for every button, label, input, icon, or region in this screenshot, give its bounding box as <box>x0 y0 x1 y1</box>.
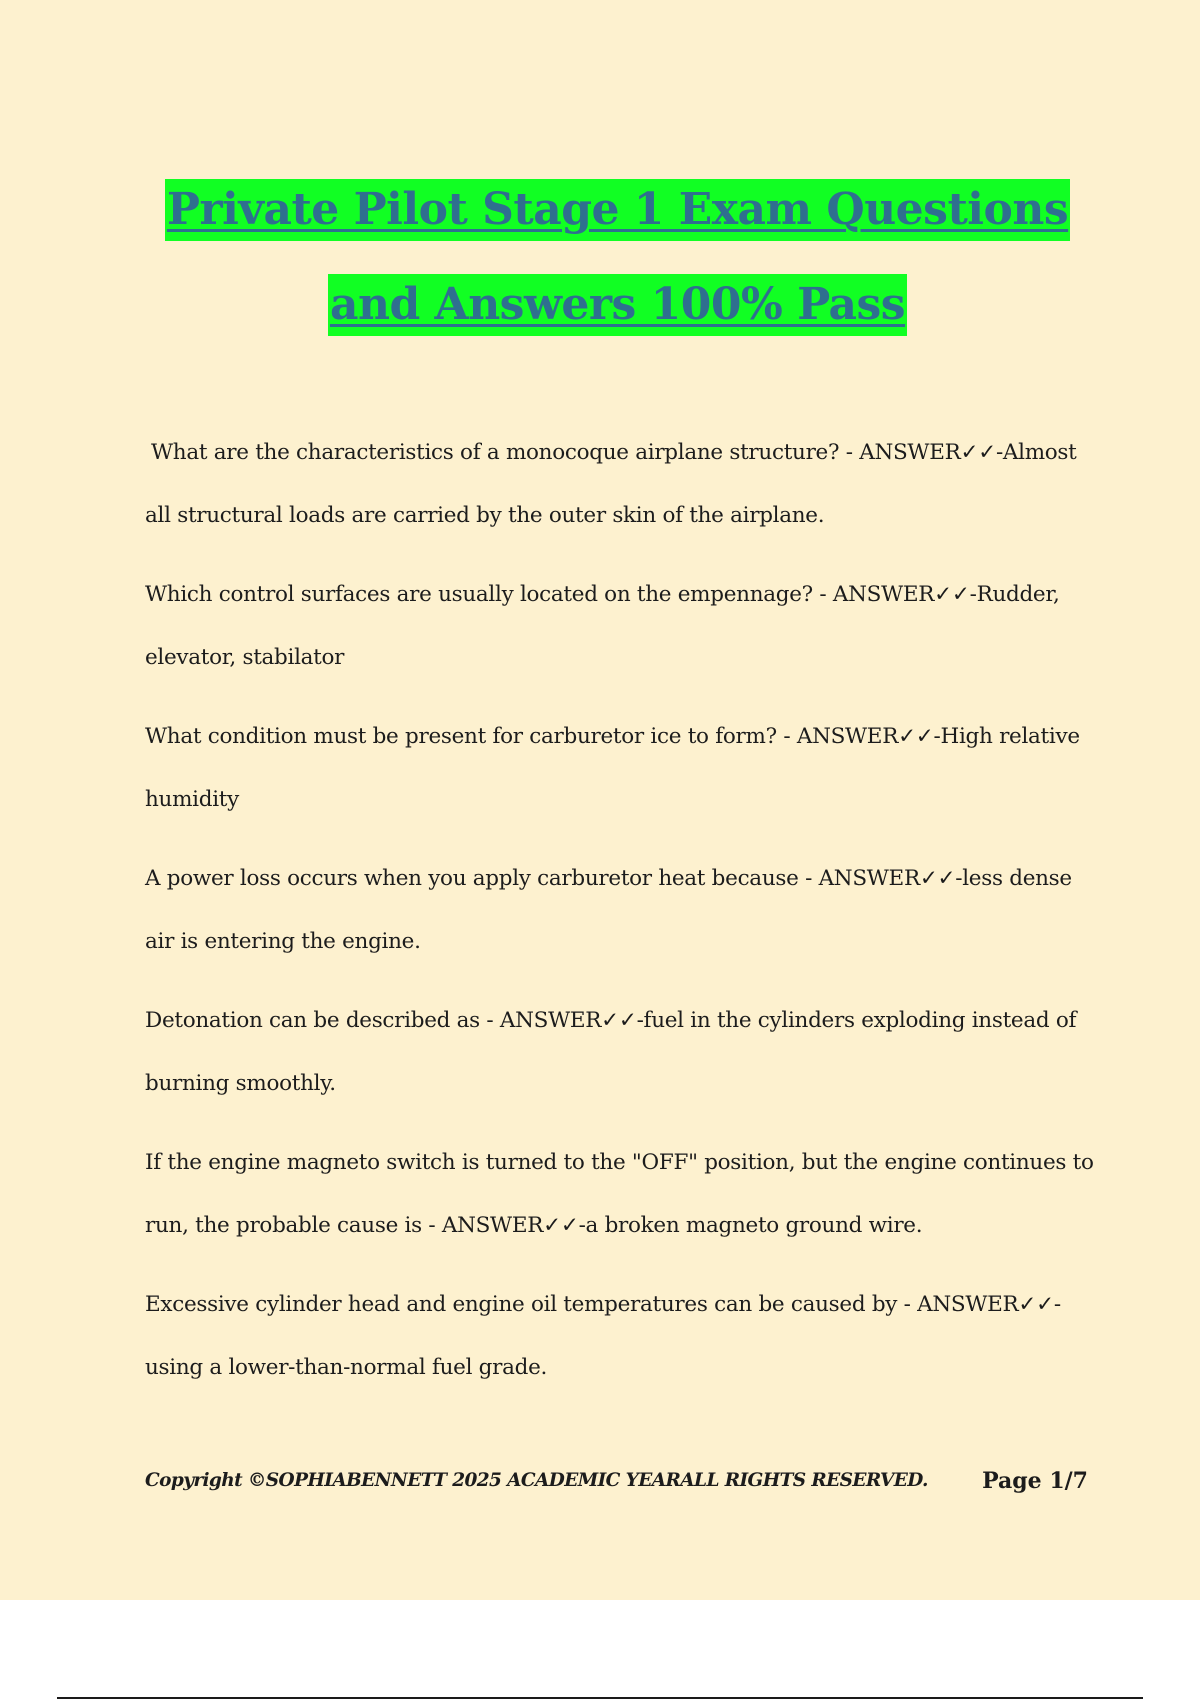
bottom-divider <box>57 1697 1143 1699</box>
answer-marker: ANSWER✓✓ <box>818 866 956 891</box>
answer-text: -fuel in the cylinders exploding instead of burning smoothly. <box>145 1008 1077 1096</box>
answer-text: -Almost all structural loads are carried by the outer skin of the airplane. <box>145 440 1077 528</box>
answer-text: -less dense air is entering the engine. <box>145 866 1072 954</box>
question-text: Which control surfaces are usually located on the empennage? - <box>145 582 833 607</box>
qa-item <box>145 1273 1095 1399</box>
qa-item <box>145 421 1095 547</box>
qa-item <box>145 989 1095 1115</box>
page-title <box>0 162 1200 352</box>
answer-marker: ANSWER✓✓ <box>917 1292 1054 1317</box>
question-text: A power loss occurs when you apply carburetor heat because - <box>145 866 819 891</box>
footer-copyright: Copyright ©SOPHIABENNETT 2025 ACADEMIC YEARALL RIGHTS RESERVED. <box>145 1470 928 1491</box>
answer-marker: ANSWER✓✓ <box>441 1213 579 1238</box>
answer-text: -High relative humidity <box>145 724 1080 812</box>
question-text: What condition must be present for carburetor ice to form? - <box>145 724 797 749</box>
question-text: Excessive cylinder head and engine oil temperatures can be caused by - <box>145 1292 918 1317</box>
answer-marker: ANSWER✓✓ <box>796 724 934 749</box>
answer-text: -using a lower-than-normal fuel grade. <box>145 1292 1061 1380</box>
qa-item <box>145 705 1095 831</box>
question-text: If the engine magneto switch is turned to the "OFF" position, but the engine continues to run, the probable cause is - <box>145 1150 1094 1238</box>
question-text: Detonation can be described as - <box>145 1008 500 1033</box>
page-number: Page 1/7 <box>982 1468 1088 1494</box>
qa-item <box>145 1131 1095 1257</box>
answer-text: -Rudder, elevator, stabilator <box>145 582 1060 670</box>
question-text: What are the characteristics of a monocoque airplane structure? - <box>151 440 860 465</box>
qa-item <box>145 847 1095 973</box>
answer-marker: ANSWER✓✓ <box>859 440 996 465</box>
qa-item <box>145 563 1095 689</box>
title-line-2: and Answers 100% Pass <box>328 274 907 336</box>
answer-text: -a broken magneto ground wire. <box>578 1213 923 1238</box>
answer-marker: ANSWER✓✓ <box>832 582 970 607</box>
title-line-1: Private Pilot Stage 1 Exam Questions <box>165 179 1070 241</box>
answer-marker: ANSWER✓✓ <box>499 1008 637 1033</box>
qa-list <box>145 421 1095 1415</box>
